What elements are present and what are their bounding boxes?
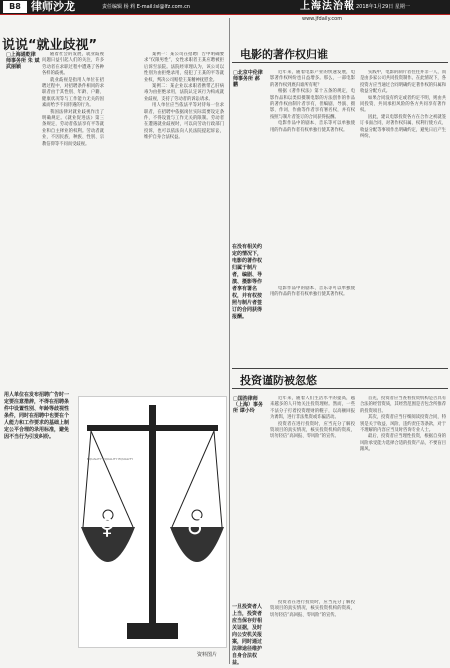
right-bottom-byline: □国浩律师（上海）事务所 谭小玲: [233, 396, 264, 414]
right-bottom-col1: [270, 396, 355, 594]
paragraph: 电影作品中的剧本、音乐等可以单独使用的作品的作者有权单独行使其著作权。: [270, 121, 355, 133]
paragraph: 其次，投资者应当仔细阅读投资合同，特别是关于收益、风险、违约责任等条款，对于不理解的内容应当及时咨询专业人士。: [360, 415, 446, 434]
paragraph: 电影作品中的剧本、音乐等可以单独使用的作品的作者有权单独行使其著作权。: [270, 286, 355, 298]
right-top-col2: [360, 70, 446, 360]
paragraph: 投资者在进行投资时，应当充分了解投资项目的真实情况，核实投资机构的资质，切勿轻信“高回报、零风险”的宣传。: [270, 600, 355, 618]
male-symbol-icon: ♂: [187, 515, 207, 540]
paragraph: 因此，建议电影投资各方在合作之初就签订书面合同，对著作权归属、权利行使方式、收益分配等事项作出明确约定，避免日后产生纠纷。: [360, 114, 446, 140]
illustration-credit: 资料图片: [197, 652, 218, 658]
right-bottom-rule: [232, 388, 448, 389]
column-divider: [229, 18, 230, 664]
paragraph: 随着社会的发展，就业歧视问题日益引起人们的关注，许多劳动者在求职过程中遭遇了各种各样的歧视。: [42, 52, 104, 77]
paper-url: www.jfdaily.com: [302, 16, 343, 22]
paper-name: 上海法治報: [300, 1, 355, 12]
paragraph: 最后，投资者应当理性投资，根据自身的风险承受能力选择合适的投资产品，不要盲目跟风。: [360, 434, 446, 453]
right-bottom-col2: [360, 396, 446, 662]
right-bottom-top-rule: [232, 368, 448, 369]
paragraph: 我国法律对就业歧视作出了明确规定。《就业促进法》第三条规定，劳动者依法享有平等就业和自主择业的权利。劳动者就业，不因民族、种族、性别、宗教信仰等不同而受歧视。: [42, 109, 104, 147]
right-bottom-col1-cont: [270, 600, 355, 662]
paragraph: 投资者在进行投资时，应当充分了解投资项目的真实情况，核实投资机构的资质，切勿轻信“高回报、零风险”的宣传。: [270, 421, 355, 440]
paragraph: 案例一：某公司在招聘广告中明确要求“仅限男性”，女性求职者王某应聘被拒后诉至法院。法院经审理认为，该公司以性别为由拒绝录用，侵犯了王某的平等就业权，判决公司赔偿王某精神抚慰金。: [144, 52, 224, 83]
header-meta: 责任编辑 杨 莉 E-mail:lsl@lfz.com.cn: [102, 4, 191, 10]
paragraph: 实践中，电影的制片者往往并非一人，而是由多家公司共同投资制作。在此情况下，各投资方应当通过合同明确约定著作权的归属和收益分配方式。: [360, 70, 446, 95]
right-top-title: 电影的著作权归谁: [240, 48, 328, 61]
left-article-col2: [144, 52, 224, 387]
section-logo: B8: [3, 1, 27, 13]
female-symbol-icon: ♀: [99, 515, 116, 540]
equality-texture-text: EQUALITY EQUALITY EQUALITY: [87, 457, 134, 461]
left-article-title: 说说“就业歧视”: [2, 38, 98, 53]
header-divider: [0, 14, 450, 15]
left-article-col1: [42, 52, 104, 387]
scales-illustration: [78, 396, 227, 648]
issue-date: 2018年1月29日 星期一: [356, 4, 410, 10]
right-top-pull-quote: 在没有相关约定的情况下，电影的著作权归属于制片者，编剧、导演、摄影等作者享有署名权，并有权按照与制片者签订的合同获得报酬。: [232, 244, 263, 320]
right-top-col1: [270, 70, 355, 282]
right-bottom-title: 投资谨防被忽悠: [240, 374, 317, 387]
paragraph: 近年来，随着人们生活水平的提高，越来越多的人开始关注投资理财。然而，一些不法分子打着投资理财的幌子，以高额回报为诱饵，进行非法集资或诈骗活动。: [270, 396, 355, 421]
right-bottom-pull-quote: 一旦投资者人上当，投资者应当保存好相关证据，及时向公安机关报案，同时通过法律途径维护自身合法权益。: [232, 604, 263, 666]
section-title: 律师沙龙: [31, 0, 75, 13]
right-top-byline: □北京中伦律师事务所 郝 鹏: [233, 70, 263, 88]
right-top-col1-cont: [270, 286, 355, 364]
paragraph: 案例二：某企业以求职者携带乙肝病毒为由拒绝录用，法院认定该行为构成就业歧视，支持了劳动者的诉讼请求。: [144, 84, 224, 102]
right-top-rule: [232, 62, 448, 63]
paragraph: 首先，投资者应当查看投资机构是否具有合法的经营资质，其经营范围是否包含所推荐的投资项目。: [360, 396, 446, 414]
left-article-byline: □上海通乾律师事务所 朱 斌 武丽颖: [6, 52, 40, 70]
paragraph: 如果合同没有约定或者约定不明，则由共同投资、共同承担风险的各方共同享有著作权。: [360, 95, 446, 114]
paragraph: 根据《著作权法》第十五条的规定，电影作品和以类似摄制电影的方法创作的作品的著作权由制片者享有，但编剧、导演、摄影、作词、作曲等作者享有署名权，并有权按照与制片者签订的合同获得报酬。: [270, 89, 355, 120]
paragraph: 用人单位应当依法平等对待每一位求职者，在招聘中依据岗位实际需要设定条件，不得设置与工作无关的限制。劳动者在遭遇就业歧视时，可以向劳动行政部门投诉，也可以依法向人民法院提起诉讼，维护自身合法权益。: [144, 103, 224, 141]
left-pull-quote: 用人单位在发布招聘广告时一定要注意措辞，不得在招聘条件中设置性别、年龄等歧视性条件，同时在招聘中也要在个人能力和工作要求的基础上制定公平合理的录用标准，避免因不当行为引发纠纷。: [4, 392, 70, 440]
paragraph: 就业歧视是指用人单位在招聘过程中，对招聘条件相同的求职者由于其性别、年龄、户籍、健康状况等与工作能力无关的因素而给予不同待遇的行为。: [42, 77, 104, 109]
paragraph: 近年来，随着电影产业的快速发展，电影著作权纠纷也日益增多。那么，一部电影的著作权到底归谁所有呢？: [270, 70, 355, 88]
